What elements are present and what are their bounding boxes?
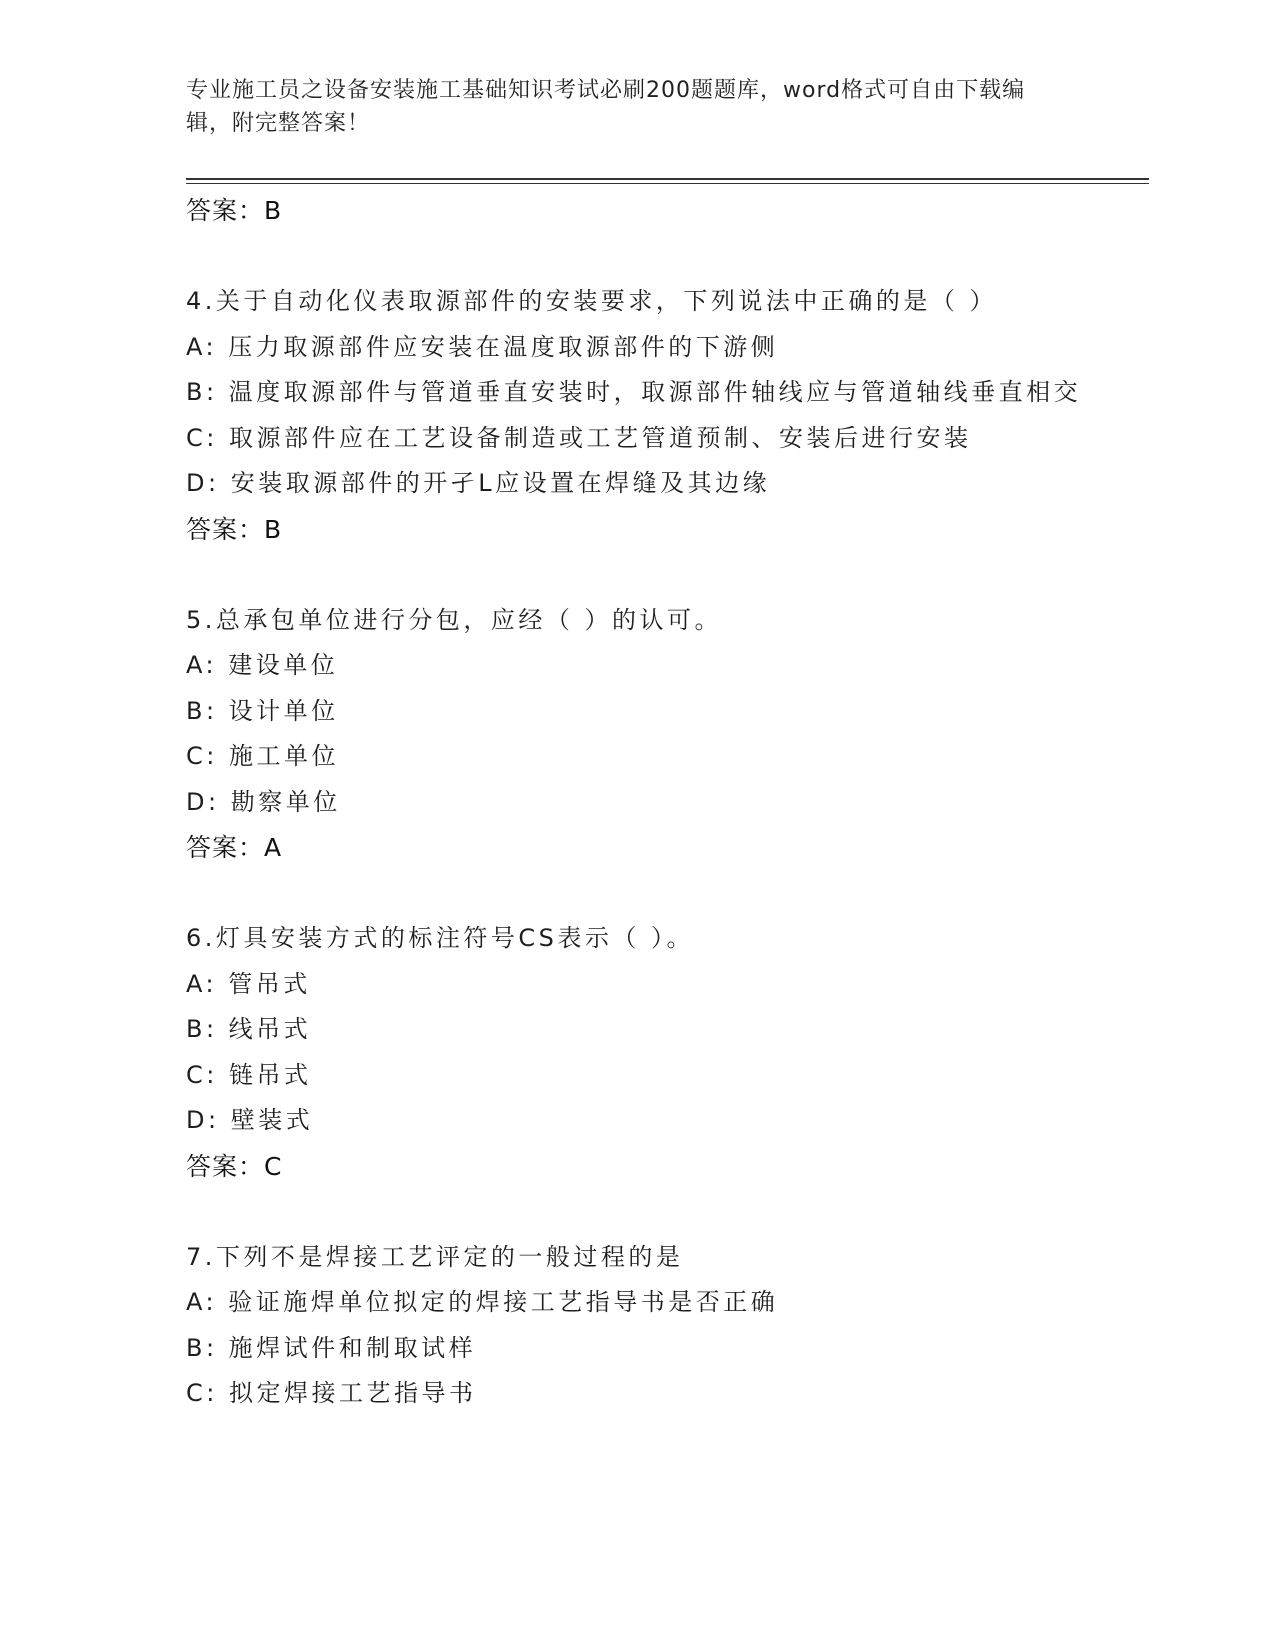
answer-line — [186, 825, 1086, 871]
answer-prefix: 答案： — [186, 833, 265, 862]
option-item: A: 验证施焊单位拟定的焊接工艺指导书是否正确 — [186, 1288, 779, 1316]
question-text: 下列不是焊接工艺评定的一般过程的是 — [215, 1242, 684, 1271]
spacer — [186, 871, 1086, 917]
question-block — [186, 1235, 1086, 1417]
question-text: 灯具安装方式的标注符号CS表示（ ）。 — [215, 924, 695, 952]
question-block — [186, 916, 1086, 1235]
question-block — [186, 598, 1086, 917]
answer-line — [186, 1144, 1086, 1190]
question-block — [186, 279, 1086, 598]
document-header: 专业施工员之设备安装施工基础知识考试必刷200题题库，word格式可自由下载编辑，附完整答案！ — [186, 78, 1026, 136]
option-item: B: 设计单位 — [186, 696, 339, 725]
answer-prefix: 答案： — [186, 196, 265, 225]
option-item: D: 安装取源部件的开孑L应设置在焊缝及其边缘 — [186, 469, 771, 497]
answer-value: B — [264, 196, 283, 225]
option-item: C: 施工单位 — [186, 742, 339, 770]
spacer — [186, 234, 1086, 280]
question-text: 关于自动化仪表取源部件的安装要求，下列说法中正确的是（ ） — [215, 287, 998, 315]
answer-value: C — [264, 1151, 283, 1181]
option-item: B: 温度取源部件与管道垂直安装时，取源部件轴线应与管道轴线垂直相交 — [186, 378, 1082, 406]
question-stem — [186, 279, 1086, 325]
header-divider-thin — [186, 183, 1149, 184]
option-item: A: 管吊式 — [186, 969, 311, 998]
header-divider-thick — [186, 178, 1149, 180]
option-item: A: 建设单位 — [186, 651, 339, 679]
answer-line — [186, 507, 1086, 553]
option-item: A: 压力取源部件应安装在温度取源部件的下游侧 — [186, 332, 779, 361]
answer-value: A — [264, 833, 283, 862]
question-stem — [186, 598, 1086, 644]
question-text: 总承包单位进行分包，应经（ ）的认可。 — [215, 605, 723, 634]
question-number: 5. — [186, 605, 216, 634]
option-item: B: 施焊试件和制取试样 — [186, 1333, 477, 1362]
question-number: 7. — [186, 1242, 216, 1271]
option-item: C: 拟定焊接工艺指导书 — [186, 1379, 477, 1407]
spacer — [186, 552, 1086, 598]
question-list — [186, 188, 1086, 1417]
question-stem — [186, 1235, 1086, 1281]
answer-value: B — [264, 514, 283, 544]
option-item: D: 壁装式 — [186, 1106, 314, 1134]
question-number: 6. — [186, 924, 216, 952]
questions-container — [186, 279, 1086, 1417]
option-item: C: 取源部件应在工艺设备制造或工艺管道预制、安装后进行安装 — [186, 423, 972, 452]
answer-prefix: 答案： — [186, 514, 265, 544]
option-item: C: 链吊式 — [186, 1060, 312, 1089]
question-stem — [186, 916, 1086, 962]
spacer — [186, 1189, 1086, 1235]
option-item: D: 勘察单位 — [186, 787, 341, 816]
question-number: 4. — [186, 287, 216, 315]
option-item: B: 线吊式 — [186, 1015, 312, 1043]
answer-line — [186, 188, 1086, 234]
answer-prefix: 答案： — [186, 1151, 265, 1181]
